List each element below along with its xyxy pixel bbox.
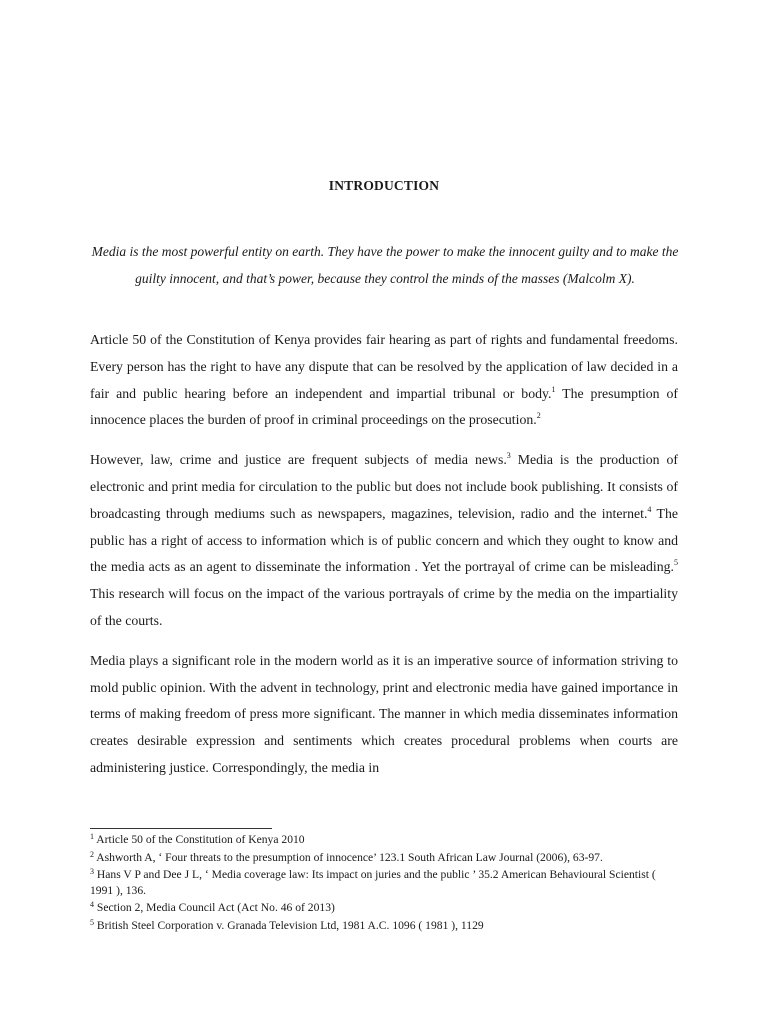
paragraph-3 bbox=[90, 648, 678, 782]
footnote-text: Article 50 of the Constitution of Kenya 2010 bbox=[94, 833, 305, 846]
footnote-text: Section 2, Media Council Act (Act No. 46 of 2013) bbox=[94, 901, 335, 914]
paragraph-text: The public has a right of access to information which is of public concern and which they ought to know and the media acts as an agent to disseminate the information . Yet the portrayal of crime can be misleading. bbox=[90, 505, 678, 575]
footnote-ref[interactable]: 5 bbox=[674, 558, 678, 568]
footnote-ref[interactable]: 2 bbox=[536, 411, 541, 421]
footnote-ref[interactable]: 1 bbox=[551, 384, 556, 394]
footnotes bbox=[90, 832, 678, 935]
footnote-text: Ashworth A, ‘ Four threats to the presumption of innocence’ 123.1 South African Law Journal (2006), 63-97. bbox=[94, 850, 603, 864]
footnote-text: Hans V P and Dee J L, ‘ Media coverage law: Its impact on juries and the public ’ 35.2 American Behavioural Scientist ( 1991 ), 136. bbox=[90, 868, 656, 897]
footnote-item bbox=[90, 850, 678, 866]
page-heading: INTRODUCTION bbox=[328, 178, 440, 193]
footnote-mark: 4 bbox=[90, 900, 94, 909]
footnote-item bbox=[90, 867, 678, 898]
paragraph-text: Media is the production of electronic and print media for circulation to the public but does not include book publishing. It consists of broadcasting through mediums such as newspapers, magazines, television, radio and the internet. bbox=[90, 452, 678, 521]
epigraph-quote: Media is the most powerful entity on earth. They have the power to make the innocent guilty and to make the guilty innocent, and that’s power, because they control the minds of the masses (Malcolm X). bbox=[91, 244, 679, 286]
paragraph-2 bbox=[90, 447, 678, 635]
footnote-item bbox=[90, 918, 678, 934]
footnote-mark: 5 bbox=[90, 917, 94, 927]
paragraph-text: Media plays a significant role in the modern world as it is an imperative source of information striving to mold public opinion. With the advent in technology, print and electronic media have gained importance in terms of making freedom of press more significant. The manner in which media disseminates information creates desirable expression and sentiments which creates procedural problems when courts are administering justice. Correspondingly, the media in bbox=[90, 652, 678, 775]
paragraph-text: This research will focus on the impact of the various portrayals of crime by the media on the impartiality of the courts. bbox=[90, 586, 678, 628]
paragraph-text: However, law, crime and justice are frequent subjects of media news. bbox=[90, 452, 507, 468]
footnote-mark: 3 bbox=[90, 867, 94, 876]
paragraph-1 bbox=[90, 327, 678, 434]
footnote-mark: 1 bbox=[90, 832, 94, 841]
footnote-mark: 2 bbox=[90, 849, 94, 859]
paragraph-text: Article 50 of the Constitution of Kenya provides fair hearing as part of rights and fundamental freedoms. Every person has the right to have any dispute that can be resolved by the application of law decided in a fair and public hearing before an independent and impartial tribunal or body. bbox=[90, 332, 678, 401]
footnote-item bbox=[90, 832, 678, 848]
footnote-divider bbox=[90, 828, 272, 829]
footnote-item bbox=[90, 900, 678, 916]
footnote-ref[interactable]: 3 bbox=[506, 451, 511, 461]
body-text bbox=[90, 327, 678, 795]
footnote-text: British Steel Corporation v. Granada Television Ltd, 1981 A.C. 1096 ( 1981 ), 1129 bbox=[94, 918, 484, 932]
footnote-ref[interactable]: 4 bbox=[647, 504, 652, 514]
paragraph-text: The presumption of innocence places the burden of proof in criminal proceedings on the prosecution. bbox=[90, 385, 678, 428]
